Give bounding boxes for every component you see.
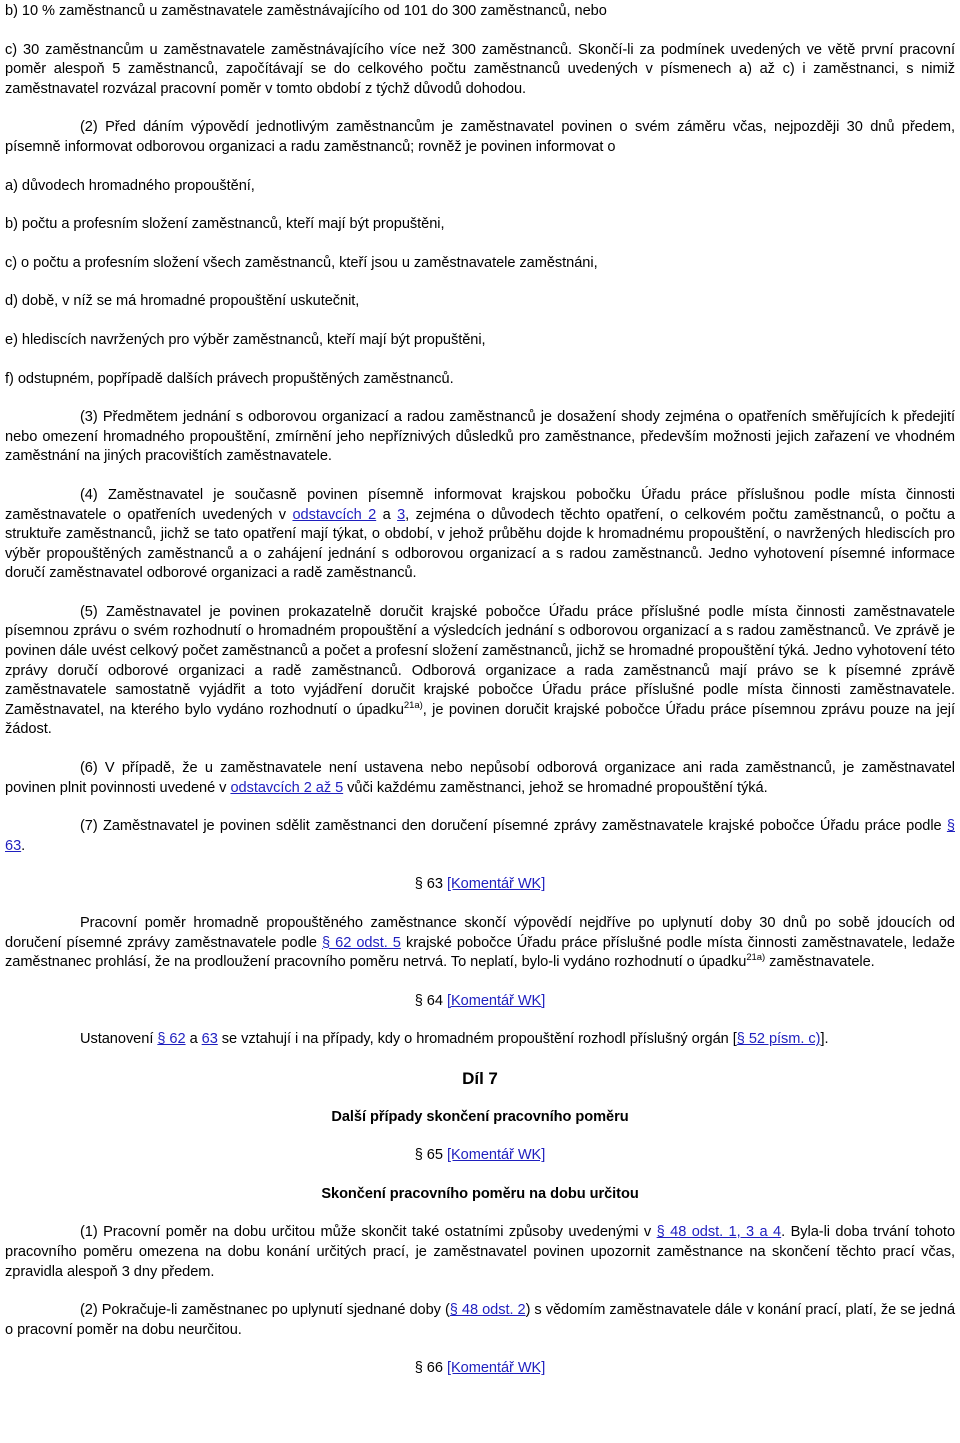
section-63-heading: § 63 [Komentář WK] (414, 876, 546, 893)
list-item-a: a) důvodech hromadného propouštění, (5, 177, 255, 194)
link-odstavec-3[interactable]: 3 (397, 506, 406, 523)
list-item-e: e) hlediscích navržených pro výběr zaměstnanců, kteří mají být propuštěni, (5, 331, 486, 348)
comment-link-66[interactable]: [Komentář WK] (446, 1360, 546, 1377)
footnote-ref-21a: 21a) (746, 952, 766, 964)
section-65-paragraph-2: (2) Pokračuje-li zaměstnanec po uplynutí sjednané doby (§ 48 odst. 2) s vědomím zaměstnavatele dále v konání prací, platí, že se jedná o pracovní poměr na dobu neurčitou. (5, 1302, 956, 1338)
list-item-f: f) odstupném, popřípadě dalších právech propuštěných zaměstnanců. (5, 370, 454, 387)
list-item-d: d) době, v níž se má hromadné propouštění uskutečnit, (5, 293, 360, 310)
link-odstavcich-2[interactable]: odstavcích 2 (292, 506, 377, 523)
link-section-63-b[interactable]: 63 (201, 1031, 218, 1048)
link-section-63[interactable]: § 63 (5, 818, 955, 854)
comment-link-64[interactable]: [Komentář WK] (446, 992, 546, 1009)
paragraph-item-b: b) 10 % zaměstnanců u zaměstnavatele zaměstnávajícího od 101 do 300 zaměstnanců, nebo (5, 3, 607, 19)
paragraph-5: (5) Zaměstnavatel je povinen prokazatelně doručit krajské pobočce Úřadu práce příslušné podle místa činnosti zaměstnavatele písemnou zprávu o svém rozhodnutí o hromadném propouštění a výsledcích jednání s odborovou organizací a s radou zaměstnanců. Ve zprávě je povinen dále uvést celkový počet zaměstnanců a počet a profesní složení zaměstnanců, jichž se hromadné propouštění týká. Jedno vyhotovení této zprávy doručí odborové organizaci a radě zaměstnanců. Odborová organizace a rada zaměstnanců mají právo se k písemné zprávě zaměstnavatele samostatně vyjádřit a toto vyjádření doručit krajské pobočce Úřadu práce příslušné podle místa činnosti zaměstnavatele. Zaměstnavatel, na kterého bylo vydáno rozhodnutí o úpadku$^{21a)}$, je povinen doručit krajské pobočce Úřadu práce písemnou zprávu pouze na její žádost. (5, 603, 955, 738)
comment-link-63[interactable]: [Komentář WK] (446, 876, 546, 893)
link-section-48-odst-1-3-4[interactable]: § 48 odst. 1, 3 a 4 (656, 1224, 782, 1241)
paragraph-3: (3) Předmětem jednání s odborovou organizací a radou zaměstnanců je dosažení shody zejména o opatřeních směřujících k předejití nebo omezení hromadného propouštění, zmírnění jeho nepříznivých důsledků pro zaměstnance, především možnosti jejich zařazení ve vhodném zaměstnání na jiných pracovištích zaměstnavatele. (5, 409, 955, 465)
paragraph-4: (4) Zaměstnavatel je současně povinen písemně informovat krajskou pobočku Úřadu práce příslušnou podle místa činnosti zaměstnavatele o opatřeních uvedených v odstavcích 2 a 3, zejména o důvodech těchto opatření, o celkovém počtu zaměstnanců, o počtu a struktuře zaměstnanců, jichž se tato opatření mají týkat, o období, v jehož průběhu dojde k hromadnému propouštění, o navržených hlediscích pro výběr propouštěných zaměstnanců a o zahájení jednání s odborovou organizací a s radou zaměstnanců. Jedno vyhotovení písemné informace doručí zaměstnavatel odborové organizaci a radě zaměstnanců. (5, 486, 955, 582)
section-66-heading: § 66 [Komentář WK] (414, 1360, 546, 1377)
paragraph-6: (6) V případě, že u zaměstnavatele není ustavena nebo nepůsobí odborová organizace ani rada zaměstnanců, je zaměstnavatel povinen plnit povinnosti uvedené v odstavcích 2 až 5 vůči každému zaměstnanci, jehož se hromadné propouštění týká. (5, 760, 955, 796)
link-section-52-pism-c[interactable]: § 52 písm. c) (736, 1031, 821, 1048)
part-title: Další případy skončení pracovního poměru (331, 1108, 629, 1125)
section-65-title: Skončení pracovního poměru na dobu určitou (321, 1185, 639, 1202)
list-item-b: b) počtu a profesním složení zaměstnanců, kteří mají být propuštěni, (5, 216, 445, 233)
link-odstavcich-2-az-5[interactable]: odstavcích 2 až 5 (230, 779, 344, 796)
part-heading: Díl 7 (462, 1068, 498, 1088)
document-page (0, 2, 960, 1379)
section-65-heading: § 65 [Komentář WK] (414, 1147, 546, 1164)
link-section-62[interactable]: § 62 (157, 1031, 186, 1048)
paragraph-item-c: c) 30 zaměstnancům u zaměstnavatele zaměstnávajícího více než 300 zaměstnanců. Skončí-li za podmínek uvedených ve větě první pracovní poměr alespoň 5 zaměstnanců, započítávají se do celkového počtu zaměstnanců uvedených v písmenech a) až c) i zaměstnanci, s nimiž zaměstnavatel rozvázal pracovní poměr v tomto období z týchž důvodů dohodou. (5, 41, 955, 97)
list-item-c: c) o počtu a profesním složení všech zaměstnanců, kteří jsou u zaměstnavatele zaměstnáni, (5, 254, 598, 271)
link-section-62-odst-5[interactable]: § 62 odst. 5 (322, 934, 401, 951)
paragraph-7: (7) Zaměstnavatel je povinen sdělit zaměstnanci den doručení písemné zprávy zaměstnavatele krajské pobočce Úřadu práce podle § 63. (5, 818, 955, 854)
paragraph-2: (2) Před dáním výpovědí jednotlivým zaměstnancům je zaměstnavatel povinen o svém záměru včas, nejpozději 30 dnů předem, písemně informovat odborovou organizaci a radu zaměstnanců; rovněž je povinen informovat o (5, 119, 955, 155)
link-section-48-odst-2[interactable]: § 48 odst. 2 (449, 1302, 526, 1319)
section-65-paragraph-1: (1) Pracovní poměr na dobu určitou může skončit také ostatními způsoby uvedenými v § 48 odst. 1, 3 a 4. Byla-li doba trvání tohoto pracovního poměru omezena na dobu konání určitých prací, je zaměstnavatel povinen upozornit zaměstnance na skončení těchto prací včas, zpravidla alespoň 3 dny předem. (5, 1224, 956, 1280)
comment-link-65[interactable]: [Komentář WK] (446, 1147, 546, 1164)
section-63-text: Pracovní poměr hromadně propouštěného zaměstnance skončí výpovědí nejdříve po uplynutí doby 30 dnů po sobě jdoucích od doručení písemné zprávy zaměstnavatele podle § 62 odst. 5 krajské pobočce Úřadu práce příslušné podle místa činnosti zaměstnavatele, ledaže zaměstnanec prohlásí, že na prodloužení pracovního poměru netrvá. To neplatí, bylo-li vydáno rozhodnutí o úpadku$^{21a)}$ zaměstnavatele. (5, 915, 955, 971)
section-64-text: Ustanovení § 62 a 63 se vztahují i na případy, kdy o hromadném propouštění rozhodl příslušný orgán [§ 52 písm. c)]. (80, 1031, 829, 1048)
section-64-heading: § 64 [Komentář WK] (414, 992, 546, 1009)
footnote-ref-21a: 21a) (403, 699, 423, 711)
